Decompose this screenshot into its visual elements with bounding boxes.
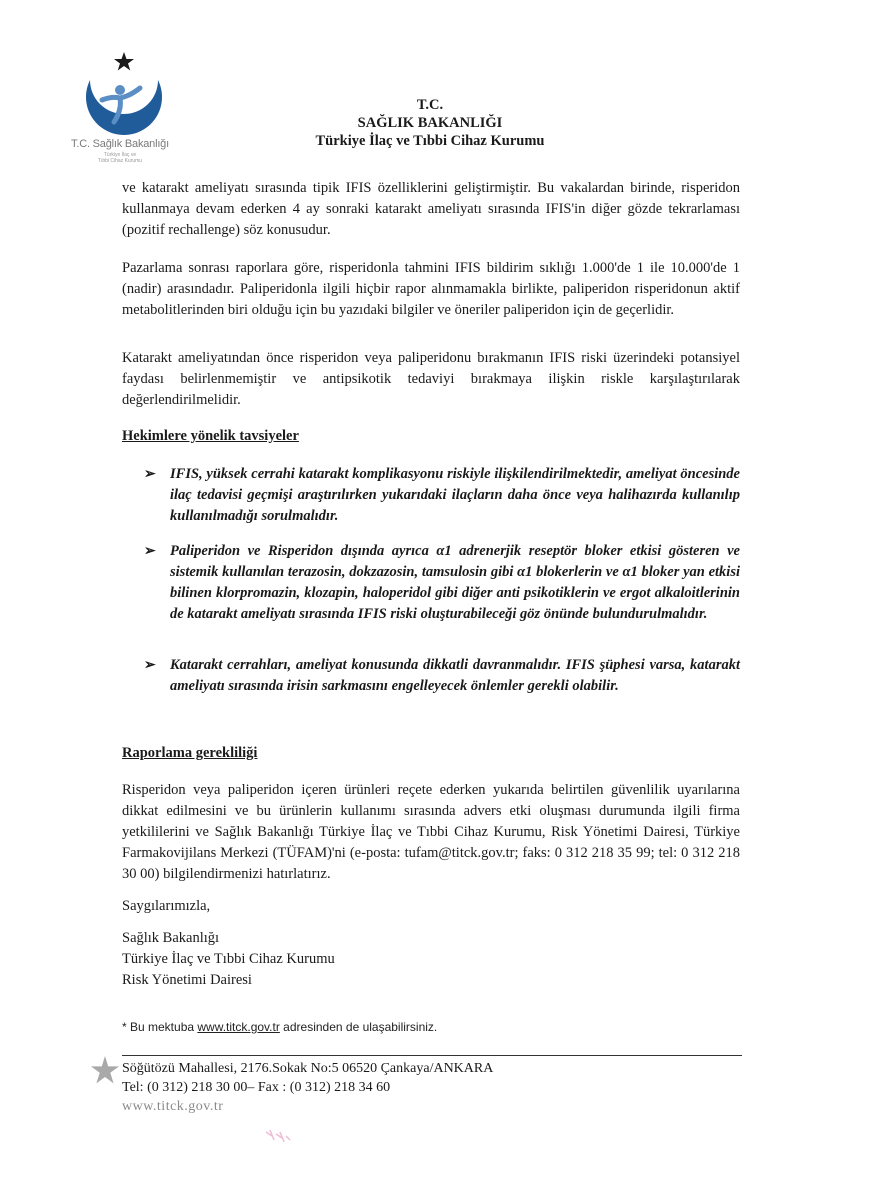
arrow-bullet-icon: ➢ <box>144 658 156 673</box>
paragraph-benefit: Katarakt ameliyatından önce risperidon veya paliperidonu bırakmanın IFIS riski üzerindeki potansiyel faydası belirlenmemiştir ve antipsikotik tedaviyi bırakmaya ilişkin riskle karşılaştırılarak değerlendirilmelidir. <box>122 350 740 408</box>
recommendation-text: Paliperidon ve Risperidon dışında ayrıca α1 adrenerjik reseptör bloker etkisi gösteren ve sistemik kullanılan terazosin, dokzazosin, tamsulosin gibi α1 blokerlerin ve α1 bloker yan etkisi bilinen klorpromazin, klozapin, haloperidol gibi diğer anti psikotiklerin ve ergot alkaloitlerinin de katarakt ameliyatı sırasında IFIS riski oluşturabileceği göz önünde bulundurulmalıdır. <box>170 543 740 622</box>
header-agency: Türkiye İlaç ve Tıbbi Cihaz Kurumu <box>315 133 545 149</box>
signature-block <box>122 928 740 991</box>
footer-website[interactable]: www.titck.gov.tr <box>122 1099 224 1114</box>
footer-phone: Tel: (0 312) 218 30 00– Fax : (0 312) 218 34 60 <box>122 1080 391 1095</box>
footnote-prefix: * Bu mektuba <box>122 1020 198 1034</box>
ministry-logo <box>54 44 186 174</box>
recommendation-item <box>144 655 740 697</box>
recommendation-item <box>144 464 740 527</box>
footer-address: Söğütözü Mahallesi, 2176.Sokak No:5 06520 Çankaya/ANKARA <box>122 1061 494 1076</box>
footnote <box>122 1020 437 1034</box>
paragraph-ifis-cases: ve katarakt ameliyatı sırasında tipik IFIS özelliklerini geliştirmiştir. Bu vakalardan birinde, risperidon kullanmaya devam ederken 4 ay sonraki katarakt ameliyatı sırasında IFIS'in diğer gözde tekrarlaması (pozitif rechallenge) söz konusudur. <box>122 180 740 238</box>
section-heading-reporting: Raporlama gerekliliği <box>122 745 258 761</box>
crescent-star-icon <box>54 44 186 140</box>
signature-agency: Türkiye İlaç ve Tıbbi Cihaz Kurumu <box>122 951 335 967</box>
recommendation-text: IFIS, yüksek cerrahi katarakt komplikasyonu riskiyle ilişkilendirilmektedir, ameliyat öncesinde ilaç tedavisi geçmişi araştırılırken yukarıdaki ilaçların daha önce veya halihazırda kullanılıp kullanılmadığı sorulmalıdır. <box>170 466 740 524</box>
recommendation-text: Katarakt cerrahları, ameliyat konusunda dikkatli davranmalıdır. IFIS şüphesi varsa, katarakt ameliyatı sırasında irisin sarkmasını engelleyecek önlemler gerekli olabilir. <box>170 657 740 694</box>
star-emblem-icon <box>88 1054 122 1088</box>
arrow-bullet-icon: ➢ <box>144 467 156 482</box>
footnote-suffix: adresinden de ulaşabilirsiniz. <box>279 1020 438 1034</box>
header-ministry: SAĞLIK BAKANLIĞI <box>357 115 503 131</box>
logo-name: T.C. Sağlık Bakanlığı <box>71 138 169 150</box>
recommendation-item <box>144 541 740 625</box>
logo-subtitle: Tıbbi Cihaz Kurumu <box>97 158 143 164</box>
logo-subtitle: Türkiye İlaç ve <box>103 152 137 158</box>
paragraph-frequency: Pazarlama sonrası raporlara göre, risperidonla tahmini IFIS bildirim sıklığı 1.000'de 1 ile 10.000'de 1 (nadir) arasındadır. Paliperidonla ilgili hiçbir rapor alınmamakla birlikte, paliperidon risperidonun aktif metabolitlerinden biri olduğu için bu yazıdaki bilgiler ve öneriler paliperidon için de geçerlidir. <box>122 260 740 318</box>
paragraph-reporting: Risperidon veya paliperidon içeren ürünleri reçete ederken yukarıda belirtilen güvenlilik uyarılarına dikkat edilmesini ve bu ürünlerin kullanımı sırasında advers etki oluşması durumunda ilgili firma yetkililerini ve Sağlık Bakanlığı Türkiye İlaç ve Tıbbi Cihaz Kurumu, Risk Yönetimi Dairesi, Türkiye Farmakovijilans Merkezi (TÜFAM)'ni (e-posta: tufam@titck.gov.tr; faks: 0 312 218 35 99; tel: 0 312 218 30 00) bilgilendirmenizi hatırlatırız. <box>122 782 740 882</box>
header-tc: T.C. <box>416 97 444 113</box>
letterhead <box>200 96 660 150</box>
stamp-mark-icon <box>262 1126 294 1148</box>
arrow-bullet-icon: ➢ <box>144 544 156 559</box>
signature-ministry: Sağlık Bakanlığı <box>122 930 220 946</box>
footer-divider <box>122 1055 742 1056</box>
signature-department: Risk Yönetimi Dairesi <box>122 972 252 988</box>
section-heading-physicians: Hekimlere yönelik tavsiyeler <box>122 428 299 444</box>
closing-greeting: Saygılarımızla, <box>122 898 211 914</box>
footnote-website-link[interactable]: www.titck.gov.tr <box>197 1020 280 1034</box>
